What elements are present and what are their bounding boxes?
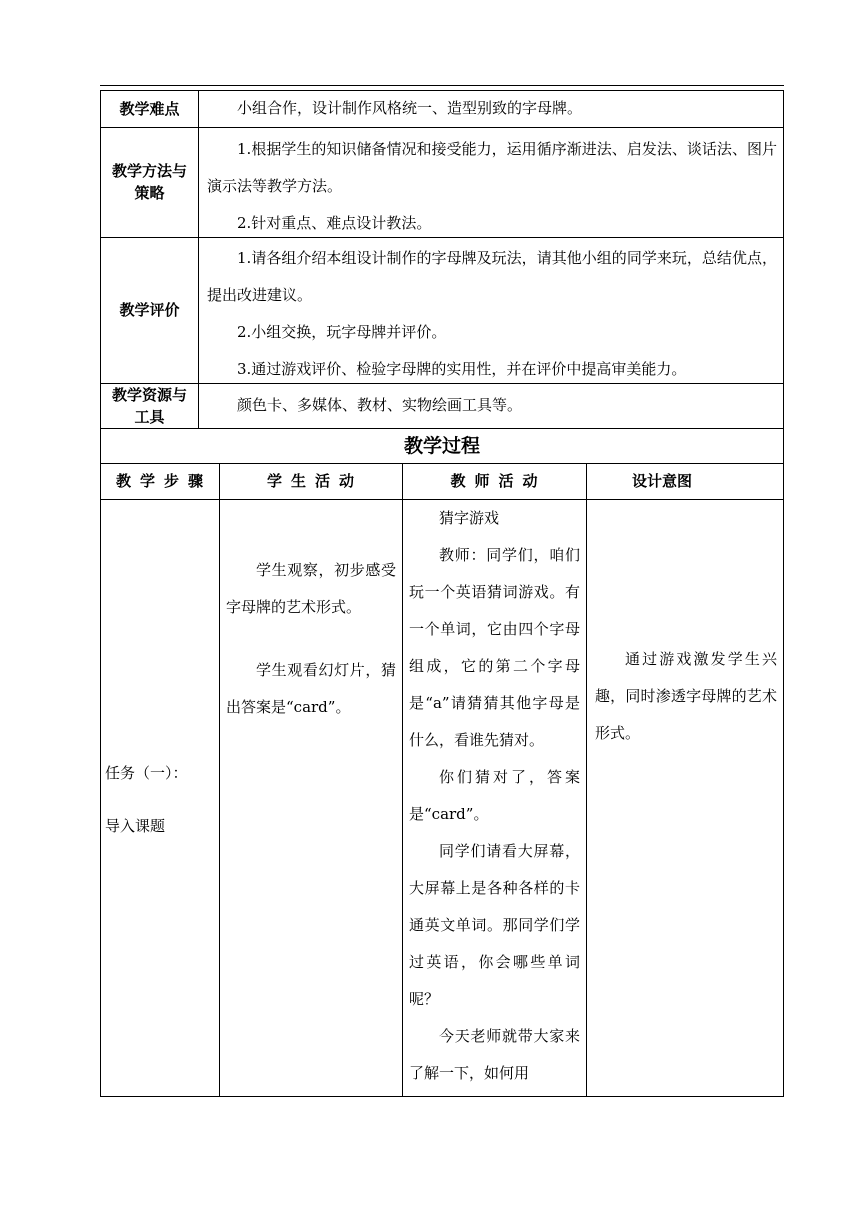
methods-item-1: 1.根据学生的知识储备情况和接受能力，运用循序渐进法、启发法、谈话法、图片演示法等教学方法。	[207, 140, 777, 195]
resources-label: 教学资源与工具	[111, 386, 187, 426]
design-intent: 通过游戏激发学生兴趣，同时渗透字母牌的艺术形式。	[595, 650, 777, 742]
difficulty-cell	[207, 90, 777, 127]
teacher-activity-1: 猜字游戏	[439, 509, 500, 527]
task-step-title: 任务（一）：	[105, 764, 188, 782]
header-rule	[100, 85, 784, 86]
task-step-name: 导入课题	[105, 817, 166, 835]
evaluation-cell	[207, 240, 777, 383]
difficulty-label: 教学难点	[119, 100, 180, 118]
teacher-activity-3: 你们猜对了，答案是“card”。	[409, 768, 580, 823]
methods-cell	[207, 131, 777, 237]
student-activity-1: 学生观察，初步感受字母牌的艺术形式。	[226, 561, 396, 616]
resources-cell	[207, 387, 777, 424]
student-activity-2: 学生观看幻灯片，猜出答案是“card”。	[226, 661, 396, 716]
teacher-activity-2: 教师：同学们，咱们玩一个英语猜词游戏。有一个单词，它由四个字母组成，它的第二个字母是“a”请猜猜其他字母是什么，看谁先猜对。	[409, 546, 580, 749]
resources-text: 颜色卡、多媒体、教材、实物绘画工具等。	[237, 396, 523, 414]
header-intent: 设计意图	[631, 472, 692, 490]
header-teacher: 教师活动	[450, 472, 547, 490]
intent-cell	[595, 641, 777, 761]
methods-item-2: 2.针对重点、难点设计教法。	[237, 214, 432, 232]
header-step: 教学步骤	[115, 472, 212, 490]
process-title: 教学过程	[403, 435, 480, 457]
header-student: 学生活动	[266, 472, 363, 490]
teacher-activity-4: 同学们请看大屏幕，大屏幕上是各种各样的卡通英文单词。那同学们学过英语，你会哪些单词呢？	[409, 842, 580, 1008]
evaluation-label: 教学评价	[119, 301, 180, 319]
evaluation-item-3: 3.通过游戏评价、检验字母牌的实用性，并在评价中提高审美能力。	[237, 360, 687, 378]
methods-label: 教学方法与策略	[111, 162, 187, 202]
student-cell	[226, 552, 396, 872]
evaluation-item-1: 1.请各组介绍本组设计制作的字母牌及玩法，请其他小组的同学来玩，总结优点，提出改进建议。	[207, 249, 777, 304]
difficulty-text: 小组合作，设计制作风格统一、造型别致的字母牌。	[237, 99, 583, 117]
teacher-activity-5: 今天老师就带大家来了解一下，如何用	[409, 1027, 580, 1082]
teacher-cell	[409, 500, 580, 1096]
evaluation-item-2: 2.小组交换，玩字母牌并评价。	[237, 323, 447, 341]
